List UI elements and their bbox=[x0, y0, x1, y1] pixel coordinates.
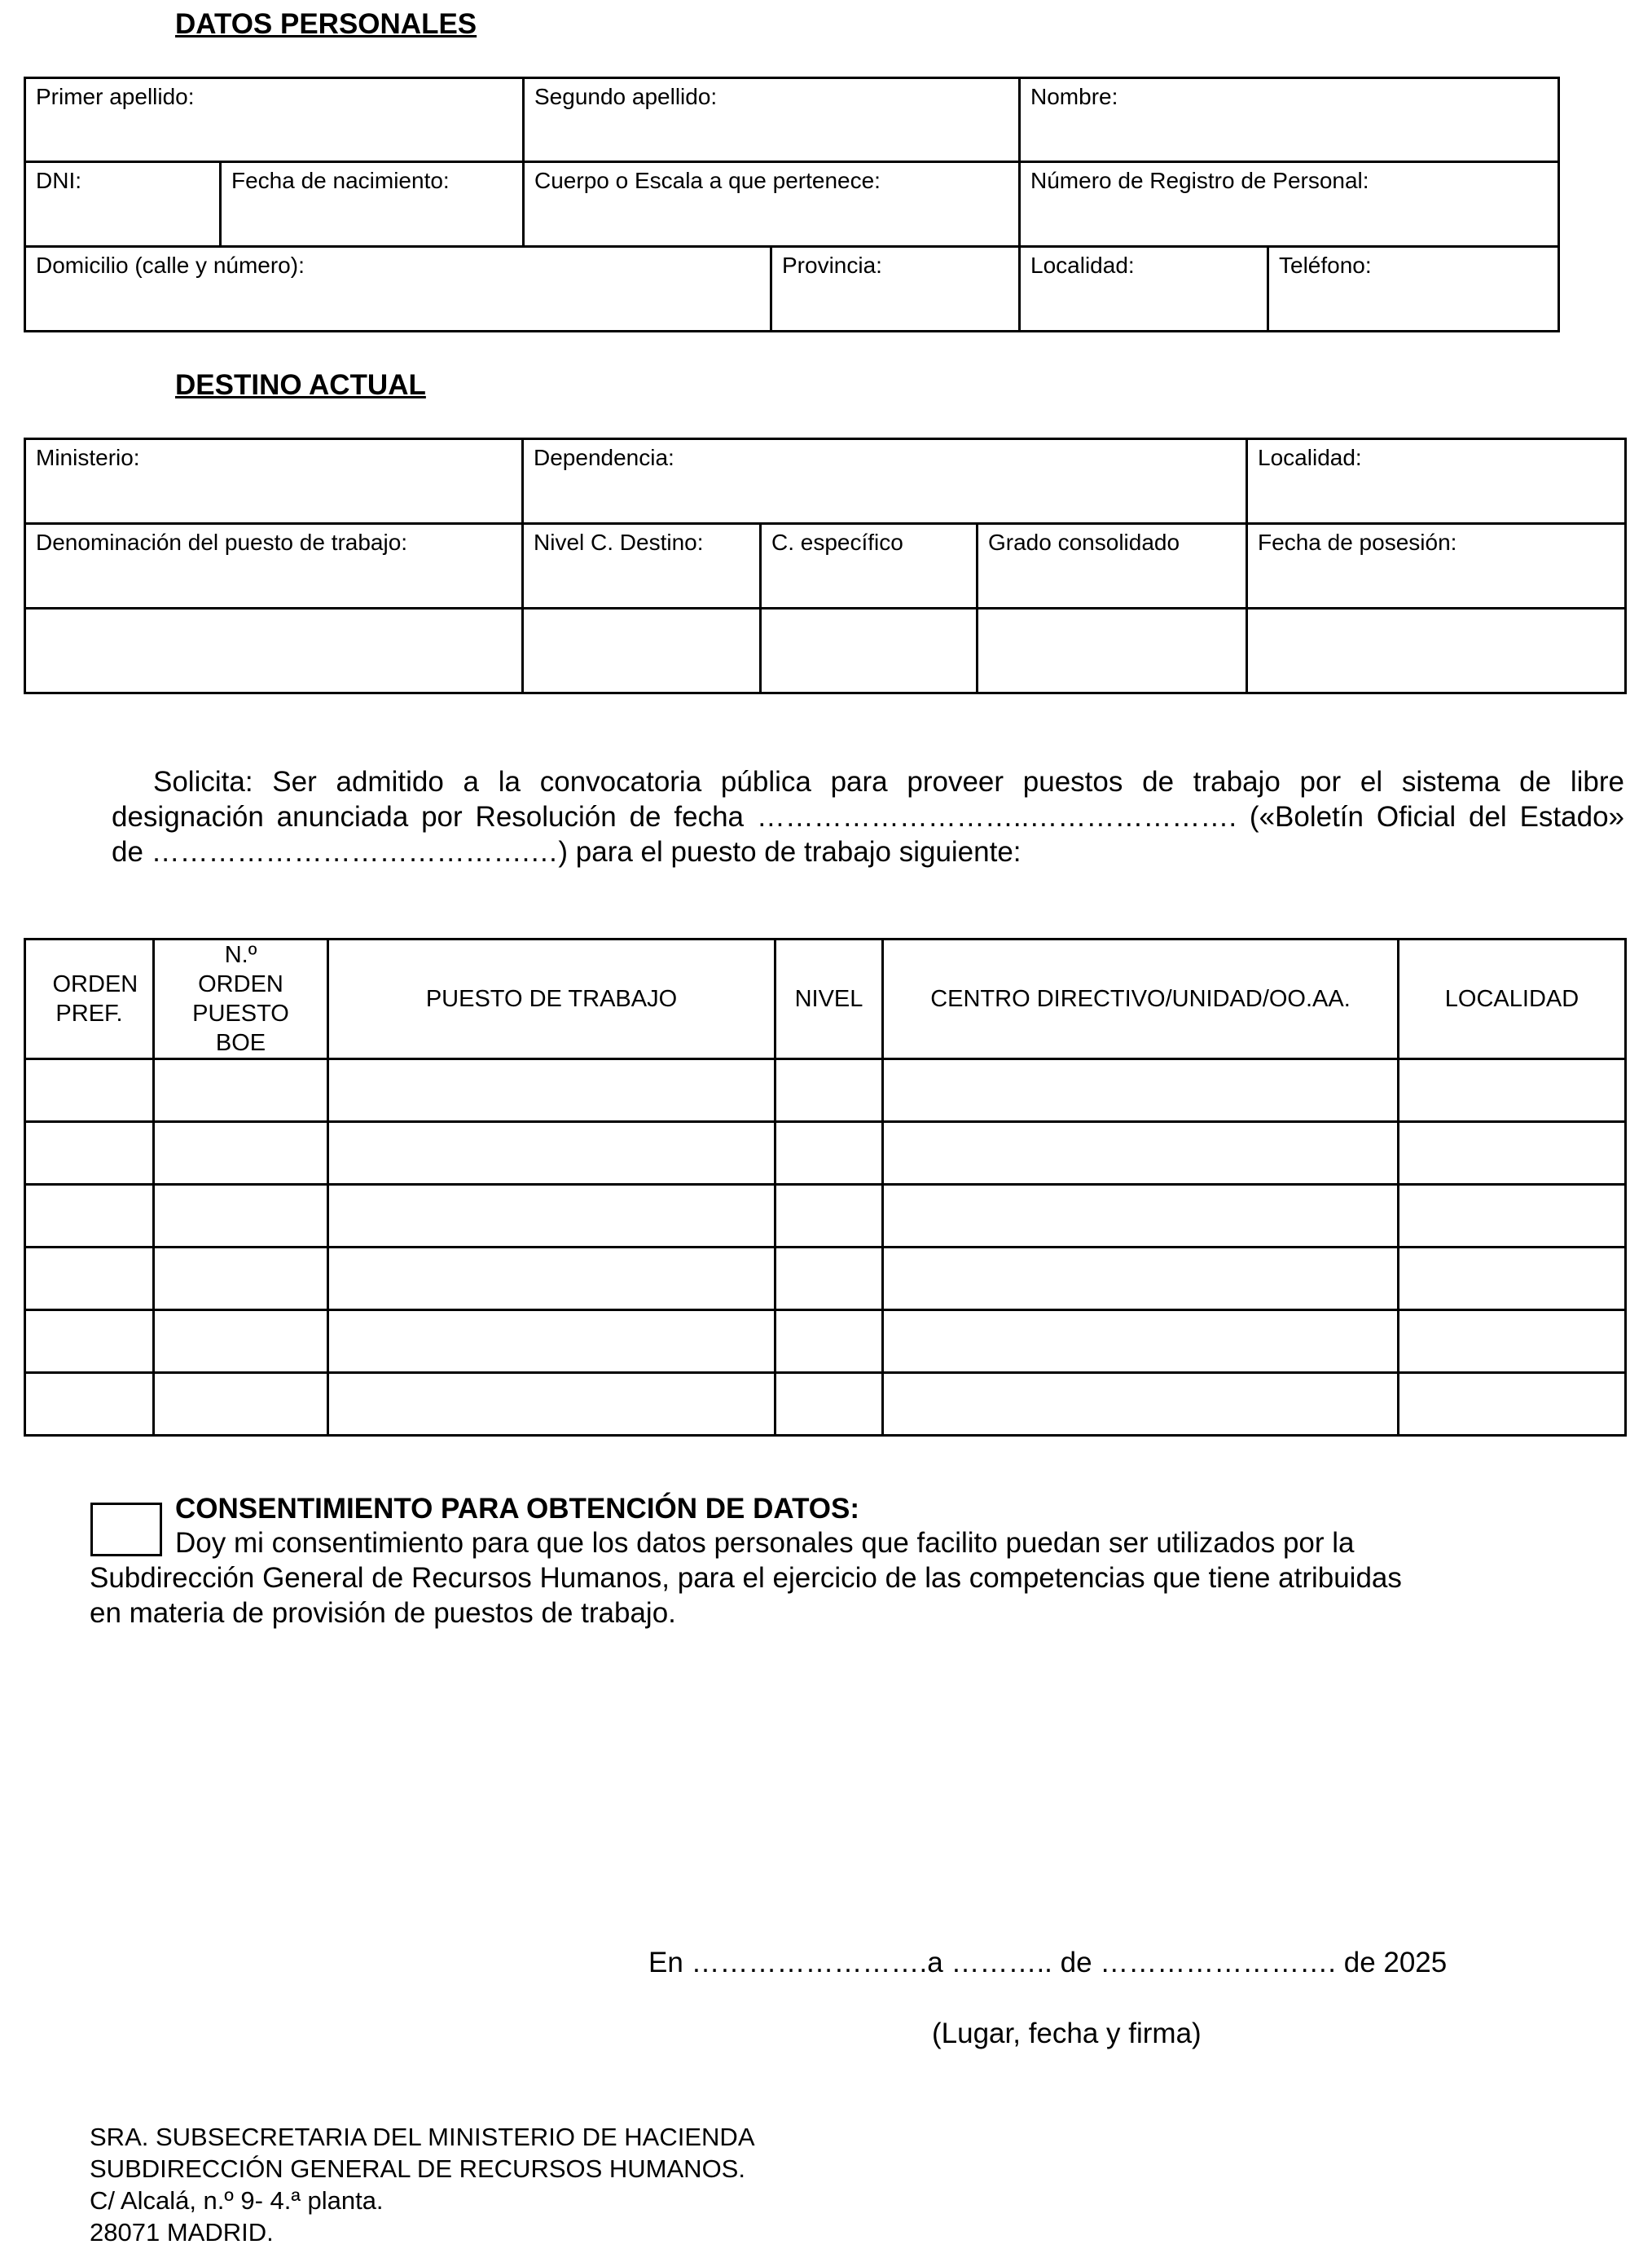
job-cell-nivel[interactable] bbox=[775, 1248, 883, 1310]
nivel-destino-header bbox=[523, 524, 761, 609]
job-cell-orden-pref[interactable] bbox=[25, 1059, 154, 1122]
nombre-label: Nombre: bbox=[1030, 84, 1118, 109]
telefono-field[interactable] bbox=[1268, 247, 1559, 332]
fecha-posesion-label: Fecha de posesión: bbox=[1258, 530, 1457, 555]
solicita-line-2: designación anunciada por Resolución de fecha ………………………..…………………. («Boletín Oficial del Estado» bbox=[112, 801, 1624, 833]
provincia-field[interactable] bbox=[771, 247, 1020, 332]
header-localidad: LOCALIDAD bbox=[1399, 940, 1626, 1059]
destino-table bbox=[24, 438, 1627, 694]
job-cell-puesto[interactable] bbox=[328, 1185, 775, 1248]
solicita-line-1: Solicita: Ser admitido a la convocatoria pública para proveer puestos de trabajo por el sistema de libre bbox=[153, 766, 1624, 798]
consent-line-2: Subdirección General de Recursos Humanos, para el ejercicio de las competencias que tiene atribuidas bbox=[90, 1562, 1402, 1594]
consent-checkbox[interactable] bbox=[90, 1503, 162, 1556]
header-orden-pref bbox=[25, 940, 154, 1059]
job-cell-nivel[interactable] bbox=[775, 1373, 883, 1436]
especifico-label: C. específico bbox=[771, 530, 903, 555]
table-row bbox=[25, 1185, 1626, 1248]
job-cell-orden-boe[interactable] bbox=[154, 1248, 328, 1310]
header-orden-boe bbox=[154, 940, 328, 1059]
job-cell-centro[interactable] bbox=[883, 1059, 1399, 1122]
dependencia-field[interactable] bbox=[523, 439, 1247, 524]
dni-field[interactable] bbox=[25, 162, 221, 247]
domicilio-field[interactable] bbox=[25, 247, 771, 332]
cuerpo-escala-field[interactable] bbox=[524, 162, 1020, 247]
localidad-destino-field[interactable] bbox=[1247, 439, 1626, 524]
especifico-header bbox=[761, 524, 978, 609]
grado-input[interactable] bbox=[978, 609, 1247, 693]
solicita-line-3: de ………………………………….…) para el puesto de trabajo siguiente: bbox=[112, 836, 1022, 868]
denominacion-label: Denominación del puesto de trabajo: bbox=[36, 530, 408, 555]
table-row bbox=[25, 1310, 1626, 1373]
job-cell-localidad[interactable] bbox=[1399, 1248, 1626, 1310]
provincia-label: Provincia: bbox=[782, 253, 882, 278]
job-cell-orden-boe[interactable] bbox=[154, 1122, 328, 1185]
cuerpo-escala-label: Cuerpo o Escala a que pertenece: bbox=[534, 168, 881, 193]
job-cell-orden-pref[interactable] bbox=[25, 1248, 154, 1310]
ministerio-label: Ministerio: bbox=[36, 445, 140, 470]
especifico-input[interactable] bbox=[761, 609, 978, 693]
domicilio-label: Domicilio (calle y número): bbox=[36, 253, 305, 278]
fecha-nacimiento-field[interactable] bbox=[221, 162, 524, 247]
localidad-destino-label: Localidad: bbox=[1258, 445, 1362, 470]
job-cell-localidad[interactable] bbox=[1399, 1059, 1626, 1122]
consent-title: CONSENTIMIENTO PARA OBTENCIÓN DE DATOS: bbox=[175, 1493, 860, 1525]
primer-apellido-label: Primer apellido: bbox=[36, 84, 195, 109]
jobs-table bbox=[24, 938, 1627, 1437]
job-cell-nivel[interactable] bbox=[775, 1185, 883, 1248]
fecha-posesion-header bbox=[1247, 524, 1626, 609]
table-row bbox=[25, 1122, 1626, 1185]
job-cell-orden-pref[interactable] bbox=[25, 1310, 154, 1373]
primer-apellido-field[interactable] bbox=[25, 78, 524, 162]
job-cell-puesto[interactable] bbox=[328, 1248, 775, 1310]
nrp-field[interactable] bbox=[1020, 162, 1559, 247]
grado-header bbox=[978, 524, 1247, 609]
job-cell-puesto[interactable] bbox=[328, 1373, 775, 1436]
nivel-destino-label: Nivel C. Destino: bbox=[534, 530, 704, 555]
header-orden-pref-label: ORDEN PREF. bbox=[52, 971, 138, 1027]
job-cell-puesto[interactable] bbox=[328, 1059, 775, 1122]
job-cell-orden-pref[interactable] bbox=[25, 1122, 154, 1185]
address-line-3: C/ Alcalá, n.º 9- 4.ª planta. bbox=[90, 2186, 384, 2215]
localidad-personal-label: Localidad: bbox=[1030, 253, 1135, 278]
grado-label: Grado consolidado bbox=[988, 530, 1180, 555]
job-cell-localidad[interactable] bbox=[1399, 1185, 1626, 1248]
header-nivel: NIVEL bbox=[775, 940, 883, 1059]
job-cell-orden-pref[interactable] bbox=[25, 1185, 154, 1248]
section-title-destino-actual: DESTINO ACTUAL bbox=[175, 369, 426, 401]
fecha-nacimiento-label: Fecha de nacimiento: bbox=[231, 168, 450, 193]
address-line-1: SRA. SUBSECRETARIA DEL MINISTERIO DE HACIENDA bbox=[90, 2123, 755, 2151]
job-cell-centro[interactable] bbox=[883, 1310, 1399, 1373]
job-cell-centro[interactable] bbox=[883, 1185, 1399, 1248]
job-cell-localidad[interactable] bbox=[1399, 1122, 1626, 1185]
fecha-posesion-input[interactable] bbox=[1247, 609, 1626, 693]
job-cell-orden-boe[interactable] bbox=[154, 1310, 328, 1373]
dependencia-label: Dependencia: bbox=[534, 445, 674, 470]
denominacion-header bbox=[25, 524, 523, 609]
address-line-2: SUBDIRECCIÓN GENERAL DE RECURSOS HUMANOS. bbox=[90, 2154, 745, 2183]
table-row bbox=[25, 1248, 1626, 1310]
telefono-label: Teléfono: bbox=[1279, 253, 1372, 278]
job-cell-nivel[interactable] bbox=[775, 1122, 883, 1185]
dni-label: DNI: bbox=[36, 168, 81, 193]
job-cell-orden-boe[interactable] bbox=[154, 1373, 328, 1436]
denominacion-input[interactable] bbox=[25, 609, 523, 693]
table-row bbox=[25, 1373, 1626, 1436]
header-centro: CENTRO DIRECTIVO/UNIDAD/OO.AA. bbox=[883, 940, 1399, 1059]
consent-line-1: Doy mi consentimiento para que los datos personales que facilito puedan ser utilizados por la bbox=[175, 1527, 1355, 1559]
header-puesto: PUESTO DE TRABAJO bbox=[328, 940, 775, 1059]
job-cell-centro[interactable] bbox=[883, 1373, 1399, 1436]
address-block bbox=[90, 2121, 755, 2248]
job-cell-puesto[interactable] bbox=[328, 1310, 775, 1373]
job-cell-centro[interactable] bbox=[883, 1248, 1399, 1310]
job-cell-orden-boe[interactable] bbox=[154, 1059, 328, 1122]
ministerio-field[interactable] bbox=[25, 439, 523, 524]
job-cell-nivel[interactable] bbox=[775, 1059, 883, 1122]
nombre-field[interactable] bbox=[1020, 78, 1559, 162]
segundo-apellido-label: Segundo apellido: bbox=[534, 84, 718, 109]
nrp-label: Número de Registro de Personal: bbox=[1030, 168, 1369, 193]
signature-caption: (Lugar, fecha y firma) bbox=[932, 2018, 1202, 2049]
nivel-destino-input[interactable] bbox=[523, 609, 761, 693]
segundo-apellido-field[interactable] bbox=[524, 78, 1020, 162]
job-cell-localidad[interactable] bbox=[1399, 1310, 1626, 1373]
consent-line-3: en materia de provisión de puestos de trabajo. bbox=[90, 1597, 676, 1629]
localidad-personal-field[interactable] bbox=[1020, 247, 1268, 332]
table-row bbox=[25, 1059, 1626, 1122]
address-line-4: 28071 MADRID. bbox=[90, 2218, 274, 2247]
section-title-datos-personales: DATOS PERSONALES bbox=[175, 8, 477, 40]
job-cell-orden-pref[interactable] bbox=[25, 1373, 154, 1436]
job-cell-localidad[interactable] bbox=[1399, 1373, 1626, 1436]
job-cell-nivel[interactable] bbox=[775, 1310, 883, 1373]
signature-place-date: En …………………….a ……….. de ……………………. de 2025 bbox=[648, 1947, 1448, 1978]
job-cell-orden-boe[interactable] bbox=[154, 1185, 328, 1248]
job-cell-puesto[interactable] bbox=[328, 1122, 775, 1185]
personal-data-table bbox=[24, 77, 1560, 332]
job-cell-centro[interactable] bbox=[883, 1122, 1399, 1185]
header-orden-boe-label: N.º ORDEN PUESTO BOE bbox=[192, 942, 289, 1056]
